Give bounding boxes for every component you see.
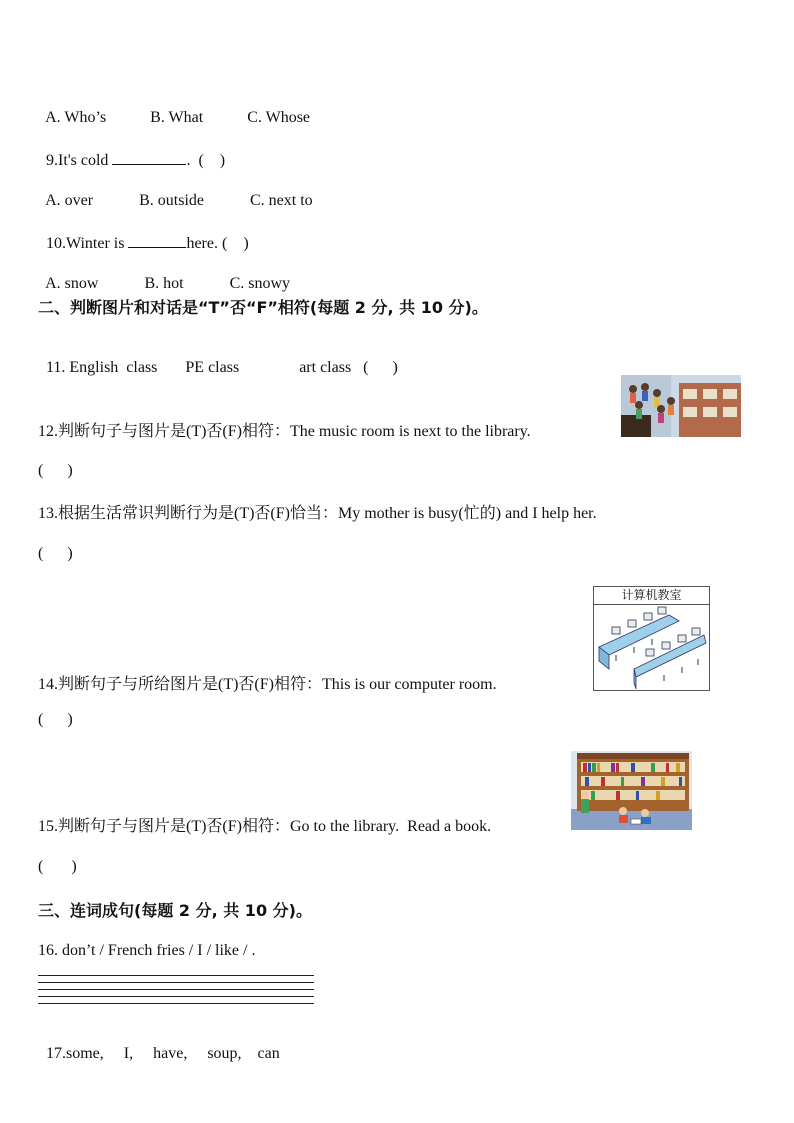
q10-options xyxy=(38,254,290,294)
q9-option-a[interactable]: A. over xyxy=(45,192,94,209)
q12-answer-paren[interactable]: ( ) xyxy=(38,462,73,479)
computer-room-label: 计算机教室 xyxy=(594,587,709,605)
q10-option-a[interactable]: A. snow xyxy=(45,275,99,292)
library-picture xyxy=(571,751,692,830)
q11-question: 11. English class PE class art class ( ) xyxy=(46,359,398,376)
q10-question: 10.Winter is here. ( ) xyxy=(46,235,249,252)
music-room-picture xyxy=(621,375,741,437)
q13-answer-paren[interactable]: ( ) xyxy=(38,545,73,562)
q8-option-c[interactable]: C. Whose xyxy=(247,109,311,126)
q9-option-c[interactable]: C. next to xyxy=(250,192,313,209)
answer-line xyxy=(38,989,314,990)
q10-option-b[interactable]: B. hot xyxy=(144,275,184,292)
q10-answer-paren[interactable]: ( ) xyxy=(221,235,249,252)
library-illustration-icon xyxy=(571,751,692,830)
q14-answer-paren[interactable]: ( ) xyxy=(38,711,73,728)
q8-option-a[interactable]: A. Who’s xyxy=(45,109,107,126)
q11-answer-paren[interactable]: ( ) xyxy=(363,359,398,376)
section-3-heading: 三、连词成句(每题 2 分, 共 10 分)。 xyxy=(38,901,312,920)
answer-line xyxy=(38,1003,314,1004)
music-room-illustration-icon xyxy=(621,375,741,437)
answer-line xyxy=(38,982,314,983)
answer-line xyxy=(38,996,314,997)
q9-option-b[interactable]: B. outside xyxy=(139,192,204,209)
q8-options xyxy=(38,88,310,128)
q9-options xyxy=(38,171,313,211)
q17-question: 17.some, I, have, soup, can xyxy=(46,1045,280,1062)
q9-question: 9.It's cold . ( ) xyxy=(46,152,226,169)
q14-question: 14.判断句子与所给图片是(T)否(F)相符：This is our computer room. xyxy=(38,676,497,693)
section-2-heading: 二、判断图片和对话是“T”否“F”相符(每题 2 分, 共 10 分)。 xyxy=(38,298,488,317)
q16-question: 16. don’t / French fries / I / like / . xyxy=(38,942,256,959)
q12-question: 12.判断句子与图片是(T)否(F)相符：The music room is next to the library. xyxy=(38,423,531,440)
q8-option-b[interactable]: B. What xyxy=(150,109,204,126)
q10-option-c[interactable]: C. snowy xyxy=(229,275,291,292)
answer-line xyxy=(38,975,314,976)
q15-question: 15.判断句子与图片是(T)否(F)相符：Go to the library. Read a book. xyxy=(38,818,492,835)
q9-blank[interactable] xyxy=(112,150,186,165)
q9-answer-paren[interactable]: ( ) xyxy=(198,152,226,169)
computer-room-illustration-icon xyxy=(594,605,709,690)
q13-question: 13.根据生活常识判断行为是(T)否(F)恰当：My mother is busy(忙的) and I help her. xyxy=(38,505,597,522)
q10-blank[interactable] xyxy=(128,233,186,248)
computer-room-picture xyxy=(593,586,710,691)
q15-answer-paren[interactable]: ( ) xyxy=(38,858,77,875)
